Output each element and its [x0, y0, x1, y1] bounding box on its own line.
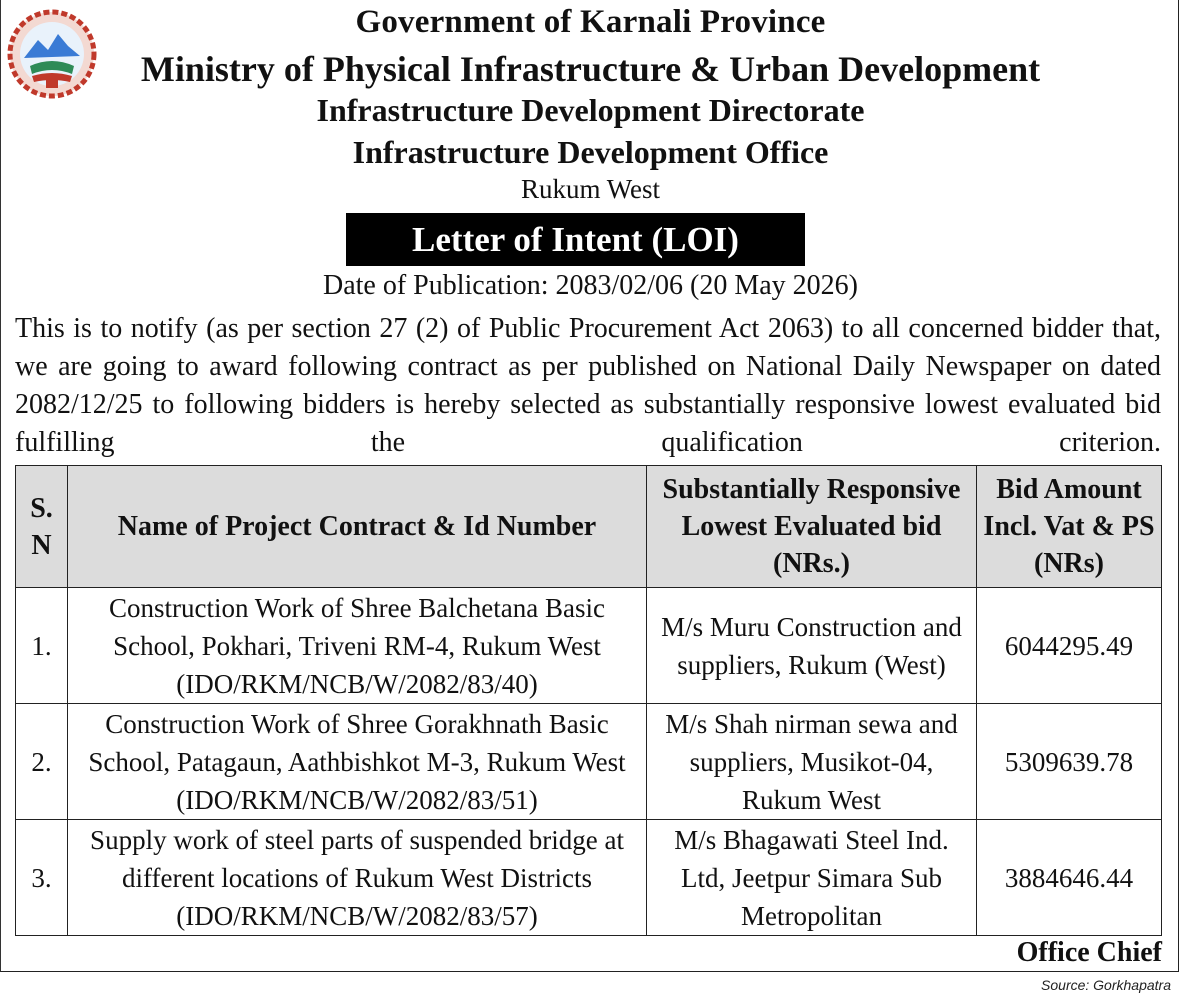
office-location: Rukum West — [520, 174, 661, 204]
row-amount: 5309639.78 — [977, 704, 1162, 820]
header-project: Name of Project Contract & Id Number — [68, 466, 647, 588]
table-header-row — [16, 466, 1162, 588]
notice-title: Letter of Intent (LOI) — [412, 219, 739, 259]
row-project: Construction Work of Shree Balchetana Basic School, Pokhari, Triveni RM-4, Rukum West (IDO/RKM/NCB/W/2082/83/40) — [68, 588, 647, 704]
table-row — [16, 704, 1162, 820]
row-amount: 3884646.44 — [977, 820, 1162, 936]
row-bidder: M/s Bhagawati Steel Ind. Ltd, Jeetpur Simara Sub Metropolitan — [647, 820, 977, 936]
row-bidder: M/s Shah nirman sewa and suppliers, Musikot-04, Rukum West — [647, 704, 977, 820]
row-sn: 3. — [16, 820, 68, 936]
government-title: Government of Karnali Province — [355, 4, 826, 40]
notice-title-banner — [346, 213, 805, 266]
table-row — [16, 588, 1162, 704]
row-project: Supply work of steel parts of suspended bridge at different locations of Rukum West Districts (IDO/RKM/NCB/W/2082/83/57) — [68, 820, 647, 936]
row-amount: 6044295.49 — [977, 588, 1162, 704]
table-row — [16, 820, 1162, 936]
notice-body-text: This is to notify (as per section 27 (2) of Public Procurement Act 2063) to all concerned bidder that, we are going to award following contract as per published on National Daily Newspaper on dated 2082/12/25 to following bidders is hereby selected as substantially responsive lowest evaluated bid fulfilling the qualification criterion. — [15, 313, 1161, 458]
publication-date: Date of Publication: 2083/02/06 (20 May 2026) — [322, 270, 859, 301]
source-credit: Source: Gorkhapatra — [1041, 977, 1171, 993]
loi-table — [15, 465, 1162, 936]
header-bidder: Substantially Responsive Lowest Evaluated bid (NRs.) — [647, 466, 977, 588]
row-project: Construction Work of Shree Gorakhnath Basic School, Patagaun, Aathbishkot M-3, Rukum West (IDO/RKM/NCB/W/2082/83/51) — [68, 704, 647, 820]
ministry-title: Ministry of Physical Infrastructure & Urban Development — [140, 49, 1041, 89]
header-amount: Bid Amount Incl. Vat & PS (NRs) — [977, 466, 1162, 588]
directorate-title: Infrastructure Development Directorate — [316, 92, 865, 128]
header-sn: S. N — [16, 466, 68, 588]
signature-office-chief: Office Chief — [1016, 937, 1162, 968]
office-title: Infrastructure Development Office — [352, 134, 829, 170]
row-bidder: M/s Muru Construction and suppliers, Rukum (West) — [647, 588, 977, 704]
row-sn: 2. — [16, 704, 68, 820]
row-sn: 1. — [16, 588, 68, 704]
